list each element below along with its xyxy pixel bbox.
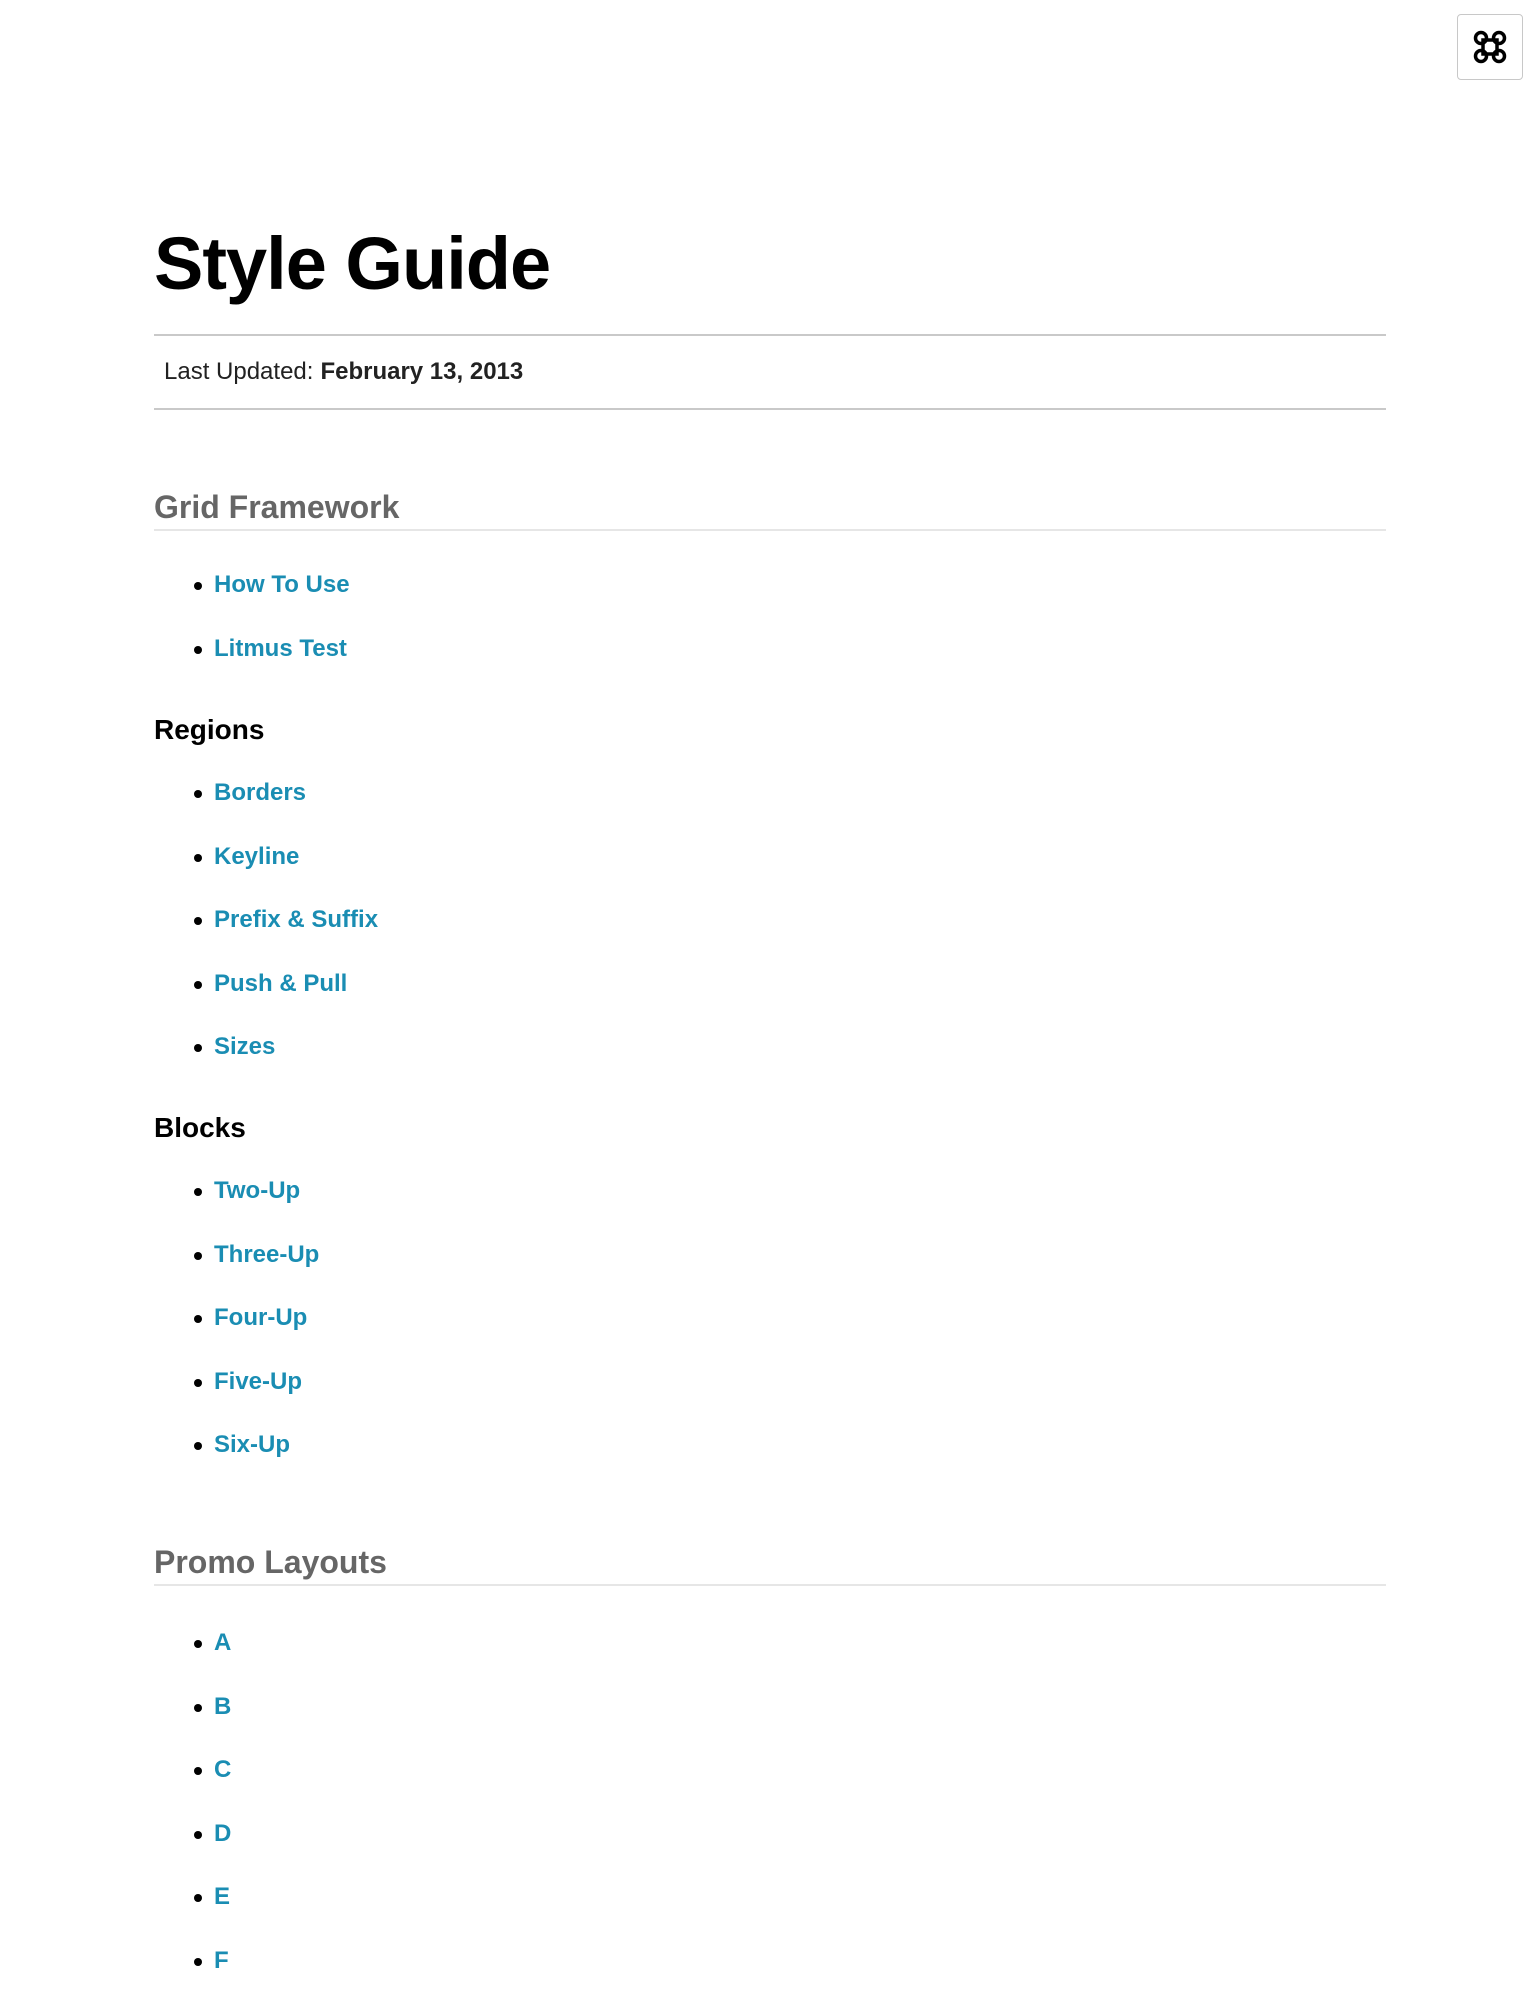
- link-prefix-suffix[interactable]: Prefix & Suffix: [214, 906, 378, 933]
- list-item: [154, 1301, 319, 1365]
- link-borders[interactable]: Borders: [214, 779, 306, 806]
- list-item: [154, 1030, 378, 1094]
- corner-menu-button[interactable]: [1457, 14, 1523, 80]
- grid-framework-list: [154, 568, 350, 695]
- link-litmus-test[interactable]: Litmus Test: [214, 635, 347, 662]
- list-item: [154, 967, 378, 1031]
- link-promo-e[interactable]: E: [214, 1883, 230, 1910]
- last-updated-box: [154, 334, 1386, 410]
- blocks-list: [154, 1174, 319, 1492]
- list-item: [154, 1690, 231, 1754]
- link-promo-b[interactable]: B: [214, 1693, 231, 1720]
- link-six-up[interactable]: Six-Up: [214, 1431, 290, 1458]
- list-item: [154, 1174, 319, 1238]
- link-push-pull[interactable]: Push & Pull: [214, 970, 347, 997]
- cmd-icon: [1473, 30, 1507, 64]
- list-item: [154, 1428, 319, 1492]
- list-item: [154, 840, 378, 904]
- list-item: [154, 1238, 319, 1302]
- list-item: [154, 1880, 231, 1944]
- last-updated-label: Last Updated:: [164, 358, 313, 386]
- promo-layouts-list: [154, 1626, 231, 2007]
- regions-list: [154, 776, 378, 1094]
- link-three-up[interactable]: Three-Up: [214, 1241, 319, 1268]
- link-five-up[interactable]: Five-Up: [214, 1368, 302, 1395]
- link-promo-a[interactable]: A: [214, 1629, 231, 1656]
- section-heading-grid-framework: Grid Framework: [154, 487, 1386, 531]
- list-item: [154, 1817, 231, 1881]
- list-item: [154, 903, 378, 967]
- last-updated-date: February 13, 2013: [320, 358, 523, 386]
- list-item: [154, 1753, 231, 1817]
- link-four-up[interactable]: Four-Up: [214, 1304, 307, 1331]
- link-keyline[interactable]: Keyline: [214, 843, 299, 870]
- link-promo-c[interactable]: C: [214, 1756, 231, 1783]
- link-sizes[interactable]: Sizes: [214, 1033, 275, 1060]
- list-item: [154, 632, 350, 696]
- section-heading-promo-layouts: Promo Layouts: [154, 1542, 1386, 1586]
- sub-heading-regions: Regions: [154, 713, 264, 747]
- list-item: [154, 1365, 319, 1429]
- list-item: [154, 1944, 231, 2007]
- list-item: [154, 568, 350, 632]
- link-two-up[interactable]: Two-Up: [214, 1177, 300, 1204]
- sub-heading-blocks: Blocks: [154, 1111, 246, 1145]
- list-item: [154, 776, 378, 840]
- list-item: [154, 1626, 231, 1690]
- link-promo-f[interactable]: F: [214, 1947, 229, 1974]
- link-promo-d[interactable]: D: [214, 1820, 231, 1847]
- link-how-to-use[interactable]: How To Use: [214, 571, 350, 598]
- page-title: Style Guide: [154, 218, 550, 310]
